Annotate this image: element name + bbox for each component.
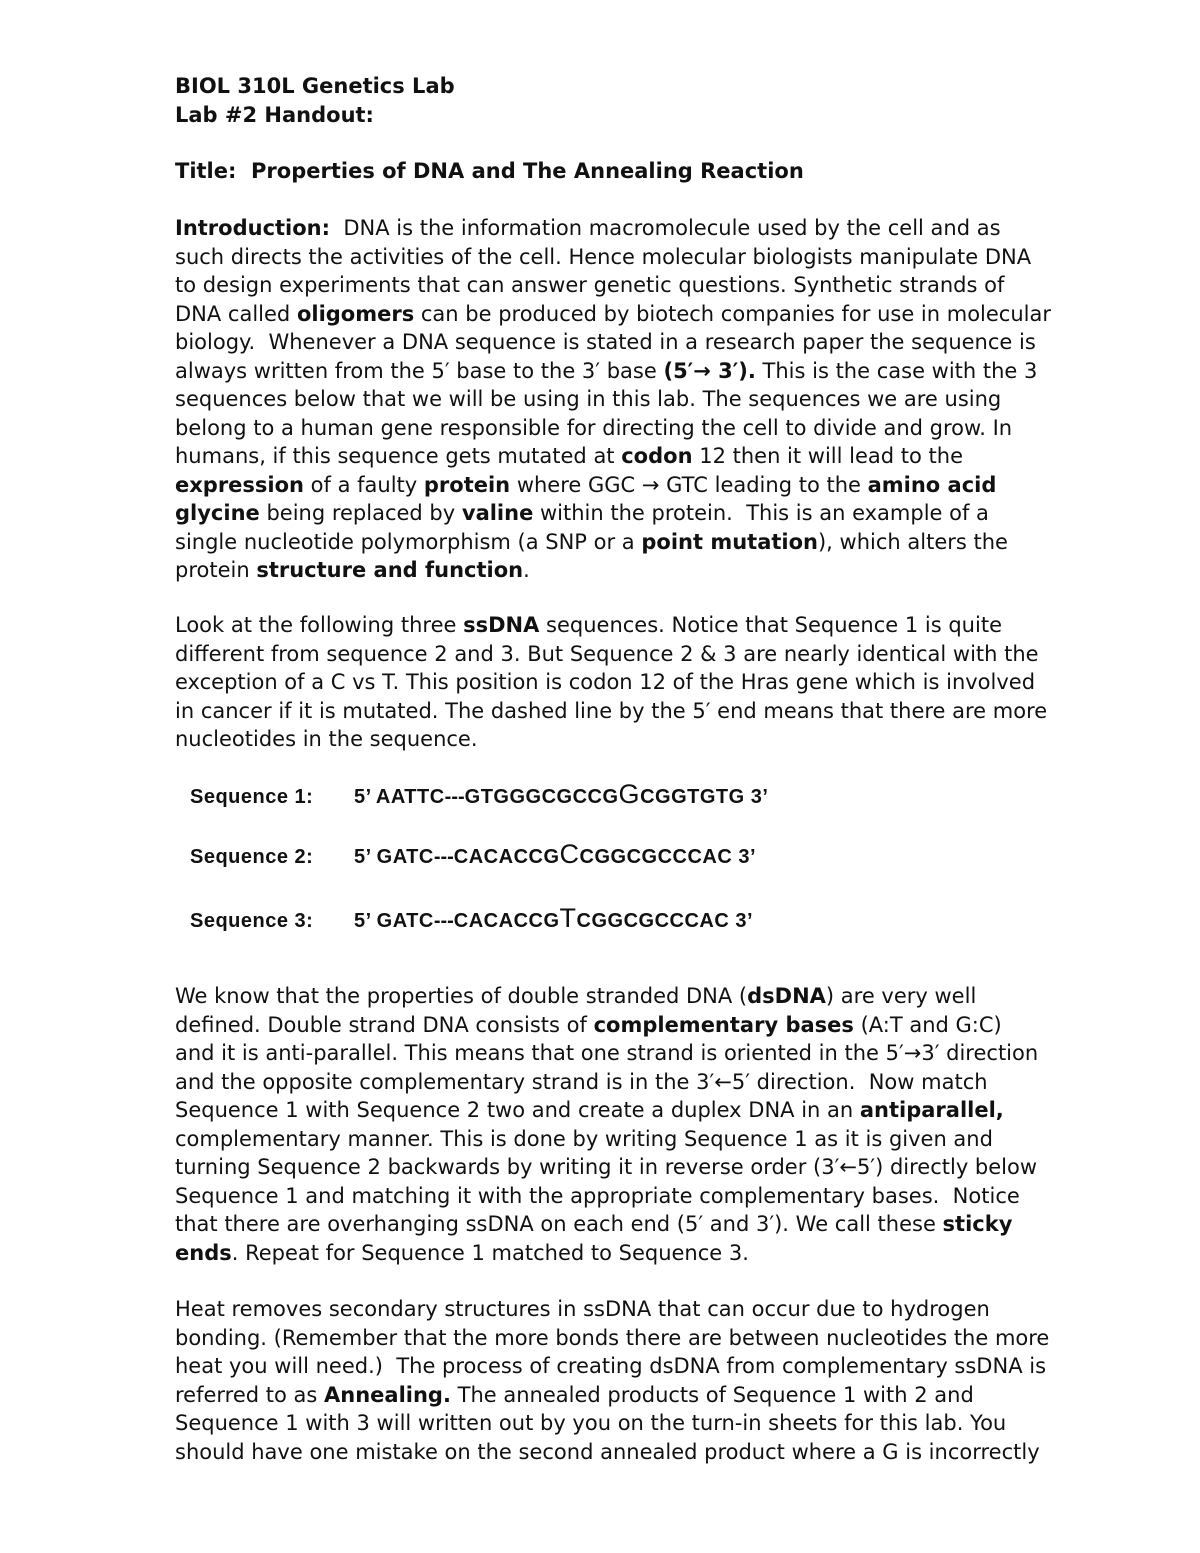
text-line xyxy=(175,1438,1075,1467)
text-span: referred to as xyxy=(175,1382,325,1407)
text-span: . xyxy=(523,558,530,582)
text-span: and the opposite complementary strand is in the 3′←5′ direction. Now match xyxy=(175,1069,988,1094)
text-span: DNA is the information macromolecule used by the cell and as xyxy=(330,216,1001,240)
sequence-label: Sequence 3: xyxy=(190,910,314,932)
text-line xyxy=(175,982,1075,1011)
text-span: of a faulty xyxy=(304,472,424,497)
text-span: protein xyxy=(175,558,257,582)
text-span: being replaced by xyxy=(259,501,462,525)
text-span: This is the case with the 3 xyxy=(755,358,1038,383)
sequence-before: CACACCG xyxy=(453,910,560,932)
text-line xyxy=(175,1239,1075,1268)
text-line xyxy=(175,1409,1075,1438)
bold-term: ends xyxy=(175,1240,232,1265)
bold-term: complementary bases xyxy=(593,1012,854,1037)
text-span: such directs the activities of the cell. Hence molecular biologists manipulate DNA xyxy=(175,244,1032,269)
codon-base: T xyxy=(559,903,577,933)
bold-term: oligomers xyxy=(296,301,415,326)
text-span: belong to a human gene responsible for directing the cell to divide and grow. In xyxy=(175,415,1013,440)
text-span: turning Sequence 2 backwards by writing it in reverse order (3′←5′) directly below xyxy=(175,1155,1038,1179)
codon-base: C xyxy=(559,839,580,869)
text-span: in cancer if it is mutated. The dashed line by the 5′ end means that there are more xyxy=(175,698,1048,723)
sequence-1 xyxy=(190,780,768,812)
text-line xyxy=(175,1153,1075,1182)
text-line xyxy=(175,1324,1075,1353)
text-span: exception of a C vs T. This position is codon 12 of the Hras gene which is involved xyxy=(175,670,1036,694)
text-line xyxy=(175,499,1075,528)
bold-term: Annealing. xyxy=(324,1382,451,1407)
sequence-3 xyxy=(190,904,753,936)
text-line xyxy=(175,442,1075,471)
text-line xyxy=(175,214,1075,243)
lab-title xyxy=(175,157,1075,186)
text-span: different from sequence 2 and 3. But Sequence 2 & 3 are nearly identical with the xyxy=(175,641,1039,666)
bold-term: Introduction: xyxy=(175,216,331,240)
text-span: complementary manner. This is done by writing Sequence 1 as it is given and xyxy=(175,1126,993,1151)
bold-term: valine xyxy=(461,501,534,525)
sequence-after: CGGCGCCCAC xyxy=(579,846,733,868)
sequence-prefix: 5’ GATC xyxy=(354,910,434,932)
text-line xyxy=(175,640,1075,669)
sequence-after: CGGTGTG xyxy=(640,786,745,808)
text-span: heat you will need.) The process of creating dsDNA from complementary ssDNA is xyxy=(175,1354,1047,1378)
title-text: Properties of DNA and The Annealing Reaction xyxy=(251,159,804,183)
bold-term: sticky xyxy=(942,1212,1013,1236)
introduction-paragraph xyxy=(175,214,1075,585)
bold-term: expression xyxy=(175,472,304,497)
text-line xyxy=(175,300,1075,329)
document-header xyxy=(175,72,1075,129)
text-span: Sequence 1 with Sequence 2 two and create a duplex DNA in an xyxy=(175,1098,860,1122)
text-span: sequences. Notice that Sequence 1 is quite xyxy=(539,613,1002,637)
sequence-end: 3’ xyxy=(735,910,754,932)
text-span: DNA called xyxy=(175,301,297,326)
text-line xyxy=(175,611,1075,640)
dsdna-paragraph xyxy=(175,982,1075,1267)
sequence-before: GTGGGCGCCG xyxy=(464,786,619,808)
text-span: always written from the 5′ base to the 3′ base xyxy=(175,358,664,383)
text-line xyxy=(175,1125,1075,1154)
annealing-paragraph xyxy=(175,1295,1075,1466)
bold-term: glycine xyxy=(175,501,260,525)
bold-term: dsDNA xyxy=(747,984,826,1008)
text-span: Sequence 1 and matching it with the appropriate complementary bases. Notice xyxy=(175,1183,1020,1208)
sequence-label: Sequence 1: xyxy=(190,786,314,808)
text-line xyxy=(175,1381,1075,1410)
bold-term: antiparallel, xyxy=(859,1098,1004,1122)
text-line xyxy=(175,1352,1075,1381)
sequence-dash: --- xyxy=(433,910,454,932)
sequence-prefix: 5’ GATC xyxy=(354,846,434,868)
text-line xyxy=(175,243,1075,272)
text-span: Sequence 1 with 3 will written out by you on the turn-in sheets for this lab. You xyxy=(175,1411,1007,1435)
text-line xyxy=(175,1039,1075,1068)
bold-term: amino acid xyxy=(867,472,997,497)
text-span: ), which alters the xyxy=(817,529,1008,554)
text-span: to design experiments that can answer genetic questions. Synthetic strands of xyxy=(175,273,1005,297)
text-line xyxy=(175,528,1075,557)
sequence-after: CGGCGCCCAC xyxy=(576,910,730,932)
handout-title: Lab #2 Handout: xyxy=(175,102,374,127)
codon-base: G xyxy=(618,779,641,809)
text-span: humans, if this sequence gets mutated at xyxy=(175,444,622,468)
text-span: nucleotides in the sequence. xyxy=(175,727,478,751)
text-span: within the protein. This is an example of a xyxy=(533,501,989,525)
text-line xyxy=(175,1068,1075,1097)
text-line xyxy=(175,668,1075,697)
bold-term: (5′→ 3′). xyxy=(663,358,756,383)
text-span: . Repeat for Sequence 1 matched to Sequence 3. xyxy=(231,1240,749,1265)
sequence-dash: --- xyxy=(433,846,454,868)
text-span: Look at the following three xyxy=(175,613,464,637)
text-line xyxy=(175,471,1075,500)
text-span: single nucleotide polymorphism (a SNP or a xyxy=(175,529,642,554)
text-line xyxy=(175,1096,1075,1125)
sequence-end: 3’ xyxy=(750,786,769,808)
text-span: We know that the properties of double stranded DNA ( xyxy=(175,984,748,1008)
text-line xyxy=(175,271,1075,300)
title-label: Title: xyxy=(175,159,237,183)
text-span: and it is anti-parallel. This means that one strand is oriented in the 5′→3′ direction xyxy=(175,1041,1039,1065)
sequence-dash: --- xyxy=(444,786,465,808)
text-line xyxy=(175,1210,1075,1239)
sequence-end: 3’ xyxy=(738,846,757,868)
text-span: biology. Whenever a DNA sequence is stated in a research paper the sequence is xyxy=(175,330,1036,354)
text-line xyxy=(175,414,1075,443)
text-line xyxy=(175,1182,1075,1211)
text-line xyxy=(175,1011,1075,1040)
text-line xyxy=(175,697,1075,726)
sequence-2 xyxy=(190,840,756,872)
bold-term: protein xyxy=(423,472,511,497)
text-line xyxy=(175,328,1075,357)
sequence-label: Sequence 2: xyxy=(190,846,314,868)
text-span: ) are very well xyxy=(825,984,977,1008)
text-line xyxy=(175,357,1075,386)
text-line xyxy=(175,556,1075,585)
text-span: bonding. (Remember that the more bonds there are between nucleotides the more xyxy=(175,1325,1050,1350)
text-line xyxy=(175,1295,1075,1324)
bold-term: structure and function xyxy=(256,558,524,582)
bold-term: point mutation xyxy=(641,529,818,554)
text-span: should have one mistake on the second annealed product where a G is incorrectly xyxy=(175,1439,1040,1464)
text-span: The annealed products of Sequence 1 with 2 and xyxy=(450,1382,974,1407)
bold-term: ssDNA xyxy=(463,613,540,637)
text-span: where GGC → GTC leading to the xyxy=(510,472,868,497)
bold-term: codon xyxy=(621,444,693,468)
text-line xyxy=(175,725,1075,754)
ssdna-paragraph xyxy=(175,611,1075,754)
text-span: can be produced by biotech companies for use in molecular xyxy=(414,301,1051,326)
text-span: sequences below that we will be using in this lab. The sequences we are using xyxy=(175,387,1002,411)
sequence-prefix: 5’ AATTC xyxy=(354,786,445,808)
sequence-before: CACACCG xyxy=(453,846,560,868)
text-span: (A:T and G:C) xyxy=(853,1012,1002,1037)
text-span: defined. Double strand DNA consists of xyxy=(175,1012,594,1037)
text-span: that there are overhanging ssDNA on each end (5′ and 3′). We call these xyxy=(175,1212,943,1236)
course-title: BIOL 310L Genetics Lab xyxy=(175,74,455,98)
text-span: Heat removes secondary structures in ssDNA that can occur due to hydrogen xyxy=(175,1297,990,1321)
text-span: 12 then it will lead to the xyxy=(692,444,963,468)
text-line xyxy=(175,385,1075,414)
